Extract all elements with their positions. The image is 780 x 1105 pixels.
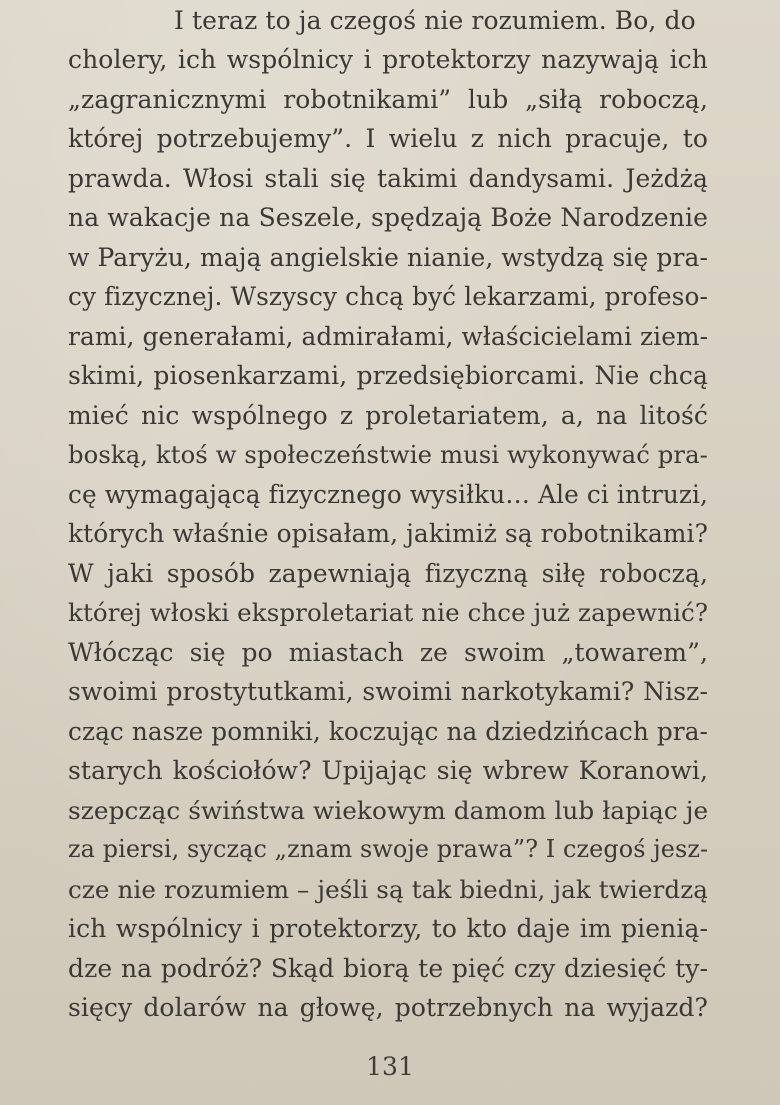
text-line: szepcząc świństwa wiekowym damom lub łapiąc je	[68, 796, 709, 825]
page-number: 131	[366, 1052, 414, 1081]
text-line: za piersi, sycząc „znam swoje prawa”? I czegoś jesz-	[68, 835, 709, 863]
text-line: rami, generałami, admirałami, właścicielami ziem-	[68, 322, 709, 351]
text-line: której potrzebujemy”. I wielu z nich pracuje, to	[68, 124, 708, 153]
text-line: mieć nic wspólnego z proletariatem, a, na litość	[68, 401, 708, 430]
text-line: I teraz to ja czegoś nie rozumiem. Bo, do	[174, 6, 696, 35]
text-line: Włócząc się po miastach ze swoim „towarem”,	[68, 638, 708, 667]
text-line: cę wymagającą fizycznego wysiłku… Ale ci intruzi,	[68, 480, 708, 509]
text-line: cholery, ich wspólnicy i protektorzy nazywają ich	[68, 45, 708, 74]
text-line: ich wspólnicy i protektorzy, to kto daje im pienią-	[68, 914, 708, 943]
text-line: prawda. Włosi stali się takimi dandysami. Jeżdżą	[68, 164, 708, 193]
text-line: dze na podróż? Skąd biorą te pięć czy dziesięć ty-	[68, 954, 708, 983]
text-line: W jaki sposób zapewniają fizyczną siłę roboczą,	[68, 559, 708, 588]
text-line: której włoski eksproletariat nie chce już zapewnić?	[68, 598, 709, 627]
text-line: cze nie rozumiem – jeśli są tak biedni, jak twierdzą	[68, 875, 708, 904]
text-line: starych kościołów? Upijając się wbrew Koranowi,	[68, 756, 708, 785]
text-line: skimi, piosenkarzami, przedsiębiorcami. Nie chcą	[68, 361, 708, 390]
text-line: na wakacje na Seszele, spędzają Boże Narodzenie	[68, 203, 708, 232]
text-line: w Paryżu, mają angielskie nianie, wstydzą się pra-	[68, 243, 708, 272]
text-line: których właśnie opisałam, jakimiż są robotnikami?	[68, 519, 709, 548]
text-line: cząc nasze pomniki, koczując na dziedzińcach pra-	[68, 717, 708, 746]
text-line: boską, ktoś w społeczeństwie musi wykonywać pra-	[68, 440, 708, 469]
text-line: swoimi prostytutkami, swoimi narkotykami? Nisz-	[68, 677, 708, 706]
text-line: „zagranicznymi robotnikami” lub „siłą roboczą,	[68, 85, 708, 114]
text-line: cy fizycznej. Wszyscy chcą być lekarzami, profeso-	[68, 282, 708, 311]
text-line: sięcy dolarów na głowę, potrzebnych na wyjazd?	[68, 993, 708, 1022]
